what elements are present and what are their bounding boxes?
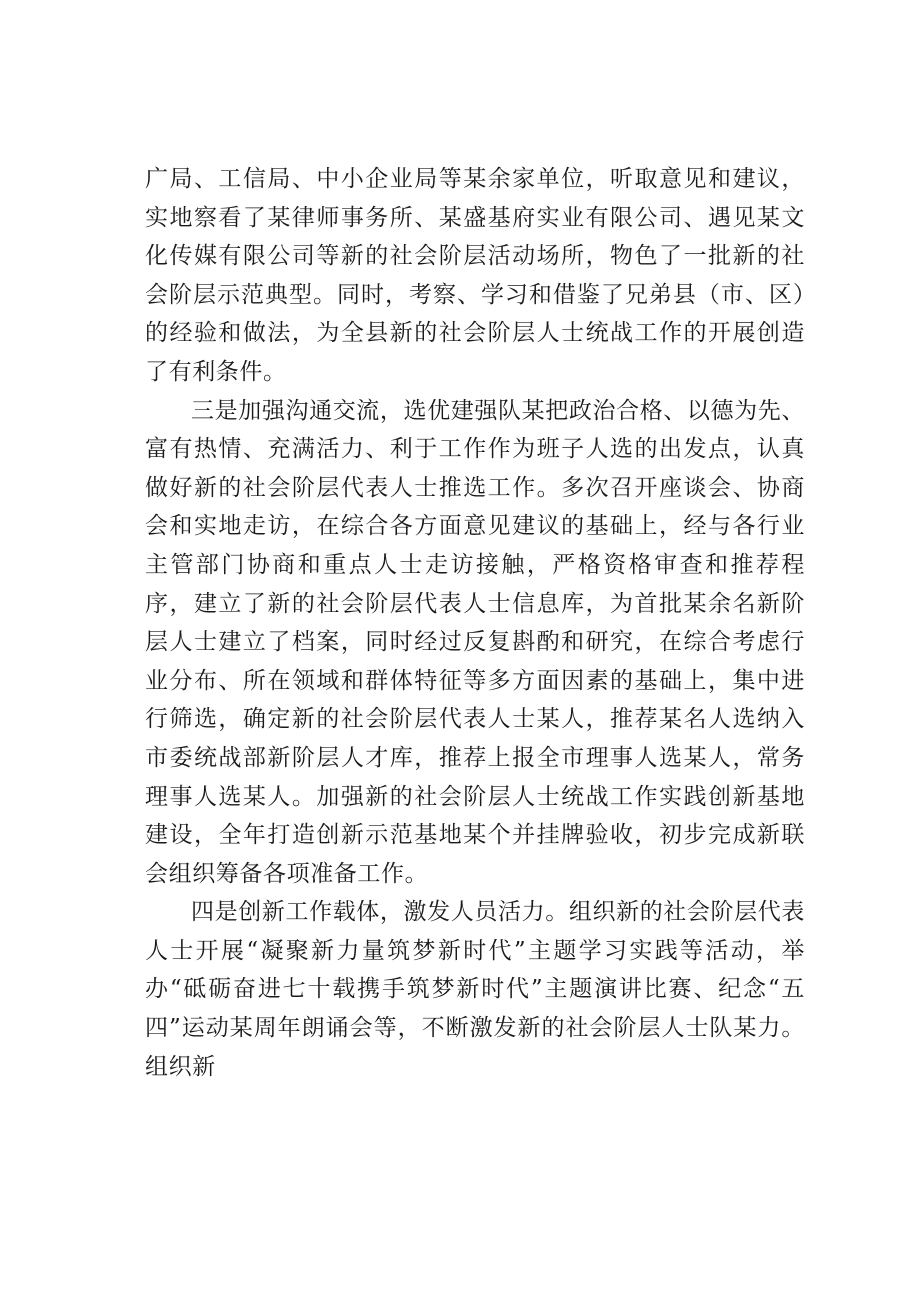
document-page: [145, 160, 805, 1086]
paragraph-point-four: 四是创新工作载体，激发人员活力。组织新的社会阶层代表人士开展“凝聚新力量筑梦新时代”主题学习实践等活动，举办“砥砺奋进七十载携手筑梦新时代”主题演讲比赛、纪念“五四”运动某周年朗诵会等，不断激发新的社会阶层人士队某力。组织新: [145, 899, 805, 1080]
paragraph-continuation: 广局、工信局、中小企业局等某余家单位，听取意见和建议，实地察看了某律师事务所、某盛基府实业有限公司、遇见某文化传媒有限公司等新的社会阶层活动场所，物色了一批新的社会阶层示范典型。同时，考察、学习和借鉴了兄弟县（市、区）的经验和做法，为全县新的社会阶层人士统战工作的开展创造了有利条件。: [145, 166, 805, 385]
paragraph-point-three: 三是加强沟通交流，选优建强队某把政治合格、以德为先、富有热情、充满活力、利于工作作为班子人选的出发点，认真做好新的社会阶层代表人士推选工作。多次召开座谈会、协商会和实地走访，在综合各方面意见建议的基础上，经与各行业主管部门协商和重点人士走访接触，严格资格审查和推荐程序，建立了新的社会阶层代表人士信息库，为首批某余名新阶层人士建立了档案，同时经过反复斟酌和研究，在综合考虑行业分布、所在领域和群体特征等多方面因素的基础上，集中进行筛选，确定新的社会阶层代表人士某人，推荐某名人选纳入市委统战部新阶层人才库，推荐上报全市理事人选某人，常务理事人选某人。加强新的社会阶层人士统战工作实践创新基地建设，全年打造创新示范基地某个并挂牌验收，初步完成新联会组织筹备各项准备工作。: [145, 397, 805, 887]
